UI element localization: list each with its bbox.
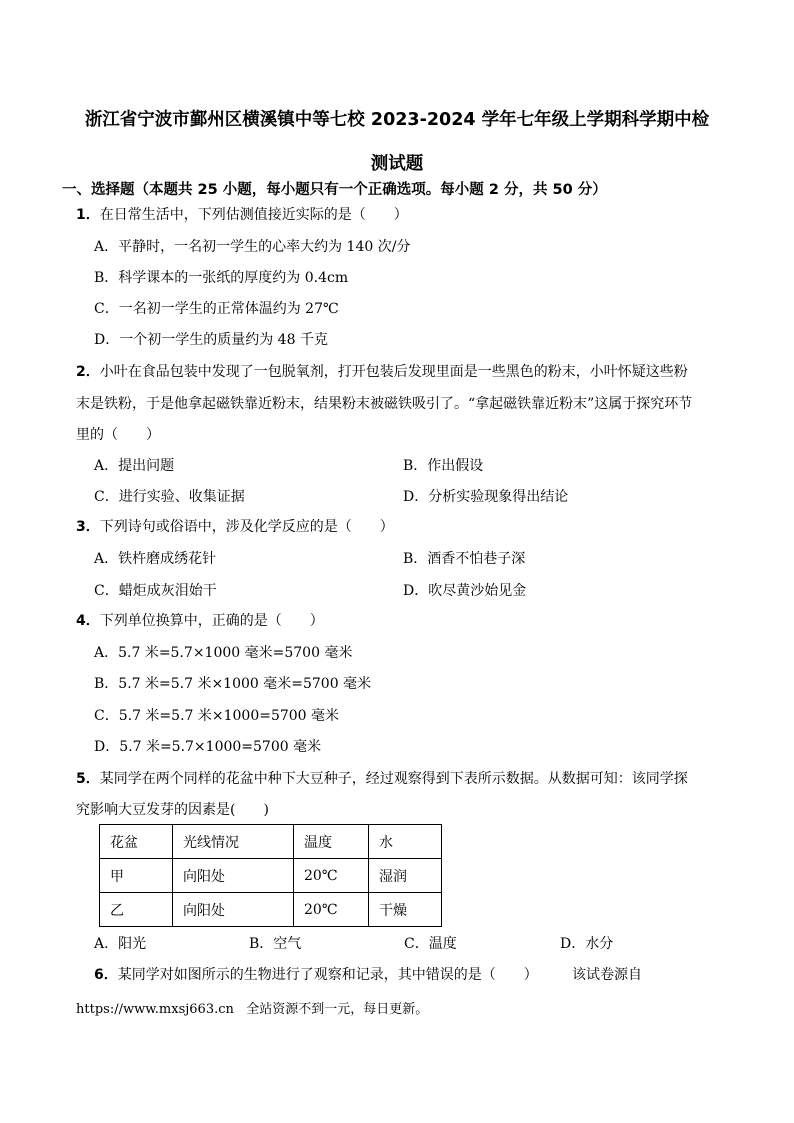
question-5 bbox=[76, 770, 688, 788]
q5-option-b: B．空气 bbox=[249, 936, 302, 952]
q3-option-d: D．吹尽黄沙始见金 bbox=[403, 583, 527, 599]
footer-link[interactable]: https://www.mxsj663.cn bbox=[76, 1002, 234, 1017]
table-header-cell: 水 bbox=[369, 825, 442, 859]
question-stem-line-3: 里的（ ） bbox=[76, 427, 160, 443]
question-4 bbox=[76, 612, 324, 630]
question-stem: 下列单位换算中，正确的是（ ） bbox=[99, 613, 324, 629]
data-table bbox=[99, 824, 442, 927]
table-header-cell: 温度 bbox=[294, 825, 369, 859]
question-2 bbox=[76, 363, 688, 381]
q1-option-d: D．一个初一学生的质量约为 48 千克 bbox=[94, 332, 328, 348]
question-number: 5． bbox=[76, 771, 100, 787]
question-6 bbox=[94, 966, 538, 984]
question-stem-line-2: 究影响大豆发芽的因素是( ) bbox=[76, 802, 269, 818]
footer bbox=[76, 998, 428, 1017]
q5-option-c: C．温度 bbox=[404, 936, 457, 952]
question-number: 2． bbox=[76, 364, 100, 380]
q3-option-c: C．蜡炬成灰泪始干 bbox=[94, 583, 217, 599]
q3-option-b: B．酒香不怕巷子深 bbox=[403, 551, 526, 567]
table-cell: 乙 bbox=[100, 893, 173, 927]
table-cell: 20℃ bbox=[294, 859, 369, 893]
q4-option-a: A．5.7 米=5.7×1000 毫米=5700 毫米 bbox=[94, 645, 353, 661]
section-heading: 一、选择题（本题共 25 小题，每小题只有一个正确选项。每小题 2 分，共 50 分） bbox=[62, 182, 607, 198]
q4-option-b: B．5.7 米=5.7 米×1000 毫米=5700 毫米 bbox=[94, 676, 372, 692]
table-cell: 甲 bbox=[100, 859, 173, 893]
question-number: 3． bbox=[76, 519, 100, 535]
question-stem-line-1: 某同学在两个同样的花盆中种下大豆种子，经过观察得到下表所示数据。从数据可知：该同学探 bbox=[99, 771, 688, 787]
table-row bbox=[100, 859, 442, 893]
document-title-line-1: 浙江省宁波市鄞州区横溪镇中等七校 2023-2024 学年七年级上学期科学期中检 bbox=[84, 110, 710, 130]
table-cell: 干燥 bbox=[369, 893, 442, 927]
question-stem: 下列诗句或俗语中，涉及化学反应的是（ ） bbox=[99, 519, 394, 535]
watermark-text: 该试卷源自 bbox=[572, 967, 642, 983]
q1-option-a: A．平静时，一名初一学生的心率大约为 140 次/分 bbox=[94, 239, 411, 255]
question-number: 4． bbox=[76, 613, 100, 629]
q2-option-c: C．进行实验、收集证据 bbox=[94, 489, 245, 505]
table-cell: 20℃ bbox=[294, 893, 369, 927]
q1-option-b: B．科学课本的一张纸的厚度约为 0.4cm bbox=[94, 270, 349, 286]
question-1 bbox=[76, 206, 408, 224]
question-stem: 某同学对如图所示的生物进行了观察和记录，其中错误的是（ ） bbox=[117, 967, 538, 983]
table-header-cell: 光线情况 bbox=[173, 825, 294, 859]
table-header-row bbox=[100, 825, 442, 859]
table-cell: 向阳处 bbox=[173, 859, 294, 893]
table-row bbox=[100, 893, 442, 927]
q2-option-a: A．提出问题 bbox=[94, 458, 175, 474]
q2-option-b: B．作出假设 bbox=[403, 458, 484, 474]
footer-text: 全站资源不到一元，每日更新。 bbox=[246, 1002, 429, 1017]
table-cell: 向阳处 bbox=[173, 893, 294, 927]
question-number: 1． bbox=[76, 207, 100, 223]
q5-option-a: A．阳光 bbox=[94, 936, 147, 952]
q1-option-c: C．一名初一学生的正常体温约为 27℃ bbox=[94, 301, 339, 317]
question-number: 6． bbox=[94, 967, 118, 983]
question-stem: 在日常生活中，下列估测值接近实际的是（ ） bbox=[99, 207, 408, 223]
document-title-line-2: 测试题 bbox=[370, 154, 424, 174]
q4-option-c: C．5.7 米=5.7 米×1000=5700 毫米 bbox=[94, 708, 340, 724]
table-header-cell: 花盆 bbox=[100, 825, 173, 859]
question-stem-line-1: 小叶在食品包装中发现了一包脱氧剂，打开包装后发现里面是一些黑色的粉末，小叶怀疑这些粉 bbox=[99, 364, 688, 380]
table-cell: 湿润 bbox=[369, 859, 442, 893]
question-stem-line-2: 末是铁粉，于是他拿起磁铁靠近粉末，结果粉末被磁铁吸引了。“拿起磁铁靠近粉末”这属于探究环节 bbox=[76, 396, 693, 412]
q5-option-d: D．水分 bbox=[560, 936, 614, 952]
q4-option-d: D．5.7 米=5.7×1000=5700 毫米 bbox=[94, 739, 322, 755]
q2-option-d: D．分析实验现象得出结论 bbox=[403, 489, 569, 505]
question-3 bbox=[76, 518, 394, 536]
q3-option-a: A．铁杵磨成绣花针 bbox=[94, 551, 217, 567]
